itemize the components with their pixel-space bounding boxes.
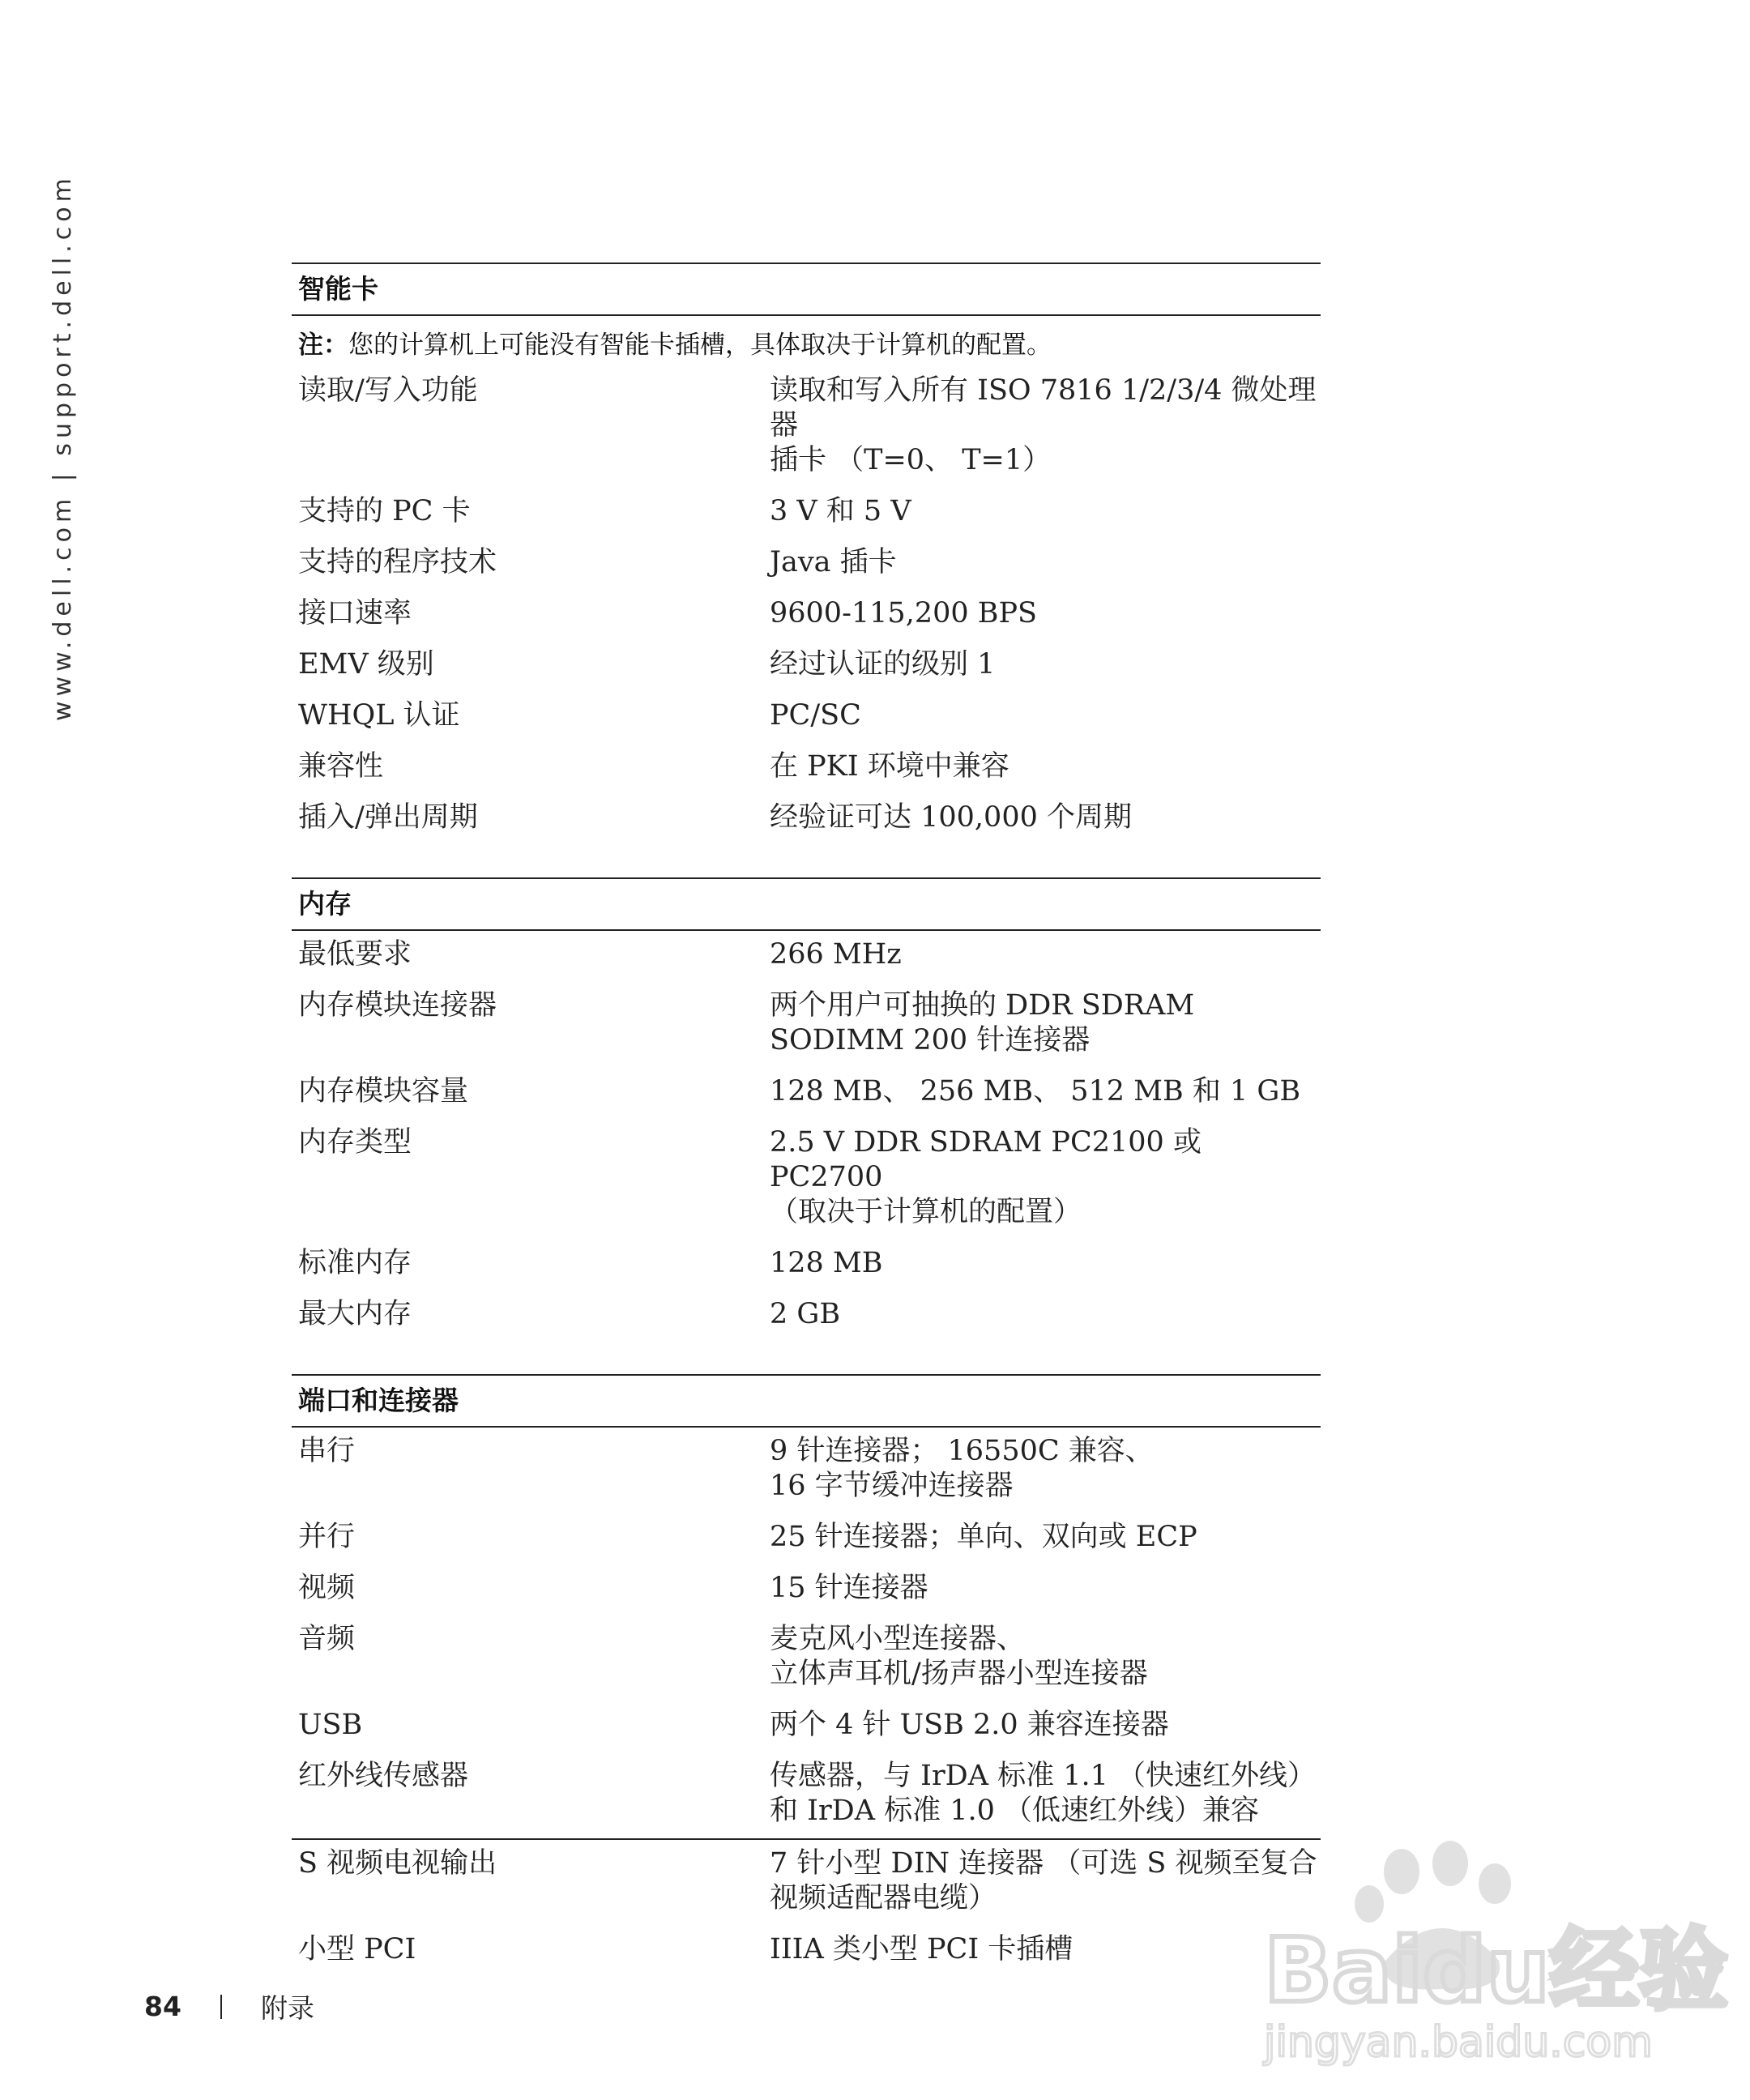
footer-label: 附录 <box>260 1992 314 2024</box>
spec-label: USB <box>298 1709 363 1741</box>
spec-value <box>770 937 1321 972</box>
spec-row <box>292 1119 1321 1240</box>
spec-row <box>292 1291 1321 1342</box>
spec-label: 最大内存 <box>298 1298 412 1330</box>
section-title: 内存 <box>292 877 1321 931</box>
spec-row <box>292 1752 1321 1838</box>
spec-value-line: 插卡 （T=0、 T=1） <box>770 444 1052 476</box>
page-number: 84 <box>144 1991 181 2022</box>
spec-row <box>292 1240 1321 1291</box>
spec-label: 支持的程序技术 <box>298 546 497 578</box>
section-title: 智能卡 <box>292 262 1321 316</box>
spec-value-line: 视频适配器电缆） <box>770 1882 997 1914</box>
footer-divider <box>220 1995 222 2019</box>
spec-label: 读取/写入功能 <box>298 374 478 407</box>
spec-value-line: 传感器，与 IrDA 标准 1.1 （快速红外线） <box>770 1760 1317 1792</box>
spec-label: 视频 <box>298 1572 356 1604</box>
spec-row <box>292 590 1321 641</box>
spec-label: 内存模块连接器 <box>298 989 497 1022</box>
spec-value-line: SODIMM 200 针连接器 <box>770 1024 1091 1056</box>
spec-label: S 视频电视输出 <box>298 1847 497 1880</box>
spec-value <box>770 988 1321 1058</box>
spec-label: 插入/弹出周期 <box>298 801 478 834</box>
spec-row <box>292 1926 1321 1977</box>
spec-row <box>292 1701 1321 1752</box>
spec-value <box>770 1434 1321 1504</box>
spec-value <box>770 800 1321 835</box>
spec-label: WHQL 认证 <box>298 699 460 732</box>
spec-row <box>292 794 1321 845</box>
spec-value-line: IIIA 类小型 PCI 卡插槽 <box>770 1933 1073 1966</box>
spec-value-line: 3 V 和 5 V <box>770 495 911 527</box>
spec-value <box>770 1297 1321 1332</box>
spec-row <box>292 1428 1321 1513</box>
spec-row <box>292 1513 1321 1564</box>
spec-label: 小型 PCI <box>298 1933 416 1966</box>
spec-label: 串行 <box>298 1435 356 1467</box>
spec-value-line: Java 插卡 <box>770 546 897 578</box>
spec-row <box>292 367 1321 488</box>
watermark-url: jingyan.baidu.com <box>1264 2018 1653 2067</box>
spec-label: 兼容性 <box>298 750 384 783</box>
spec-label: 红外线传感器 <box>298 1760 469 1792</box>
spec-value-line: 25 针连接器；单向、双向或 ECP <box>770 1521 1197 1553</box>
spec-value-line: 128 MB、 256 MB、 512 MB 和 1 GB <box>770 1075 1301 1108</box>
spec-value-line: 在 PKI 环境中兼容 <box>770 750 1009 783</box>
spec-row <box>292 1838 1321 1926</box>
spec-row <box>292 641 1321 692</box>
spec-row <box>292 1068 1321 1119</box>
spec-label: 音频 <box>298 1623 356 1655</box>
spec-value <box>770 647 1321 682</box>
spec-label: EMV 级别 <box>298 648 434 681</box>
spec-value <box>770 1846 1321 1916</box>
spec-value <box>770 1520 1321 1555</box>
spec-value-line: 两个 4 针 USB 2.0 兼容连接器 <box>770 1709 1169 1741</box>
spec-value <box>770 1932 1321 1967</box>
spec-value-line: 立体声耳机/扬声器小型连接器 <box>770 1658 1148 1690</box>
spec-label: 内存类型 <box>298 1126 412 1159</box>
spec-value-line: 两个用户可抽换的 DDR SDRAM <box>770 989 1195 1022</box>
section-memory <box>292 877 1321 1342</box>
section-ports <box>292 1374 1321 1977</box>
spec-value <box>770 494 1321 529</box>
spec-value-line: 经验证可达 100,000 个周期 <box>770 801 1132 834</box>
spec-value <box>770 1759 1321 1829</box>
spec-value-line: 麦克风小型连接器、 <box>770 1623 1026 1655</box>
spec-row <box>292 1616 1321 1701</box>
spec-value-line: 读取和写入所有 ISO 7816 1/2/3/4 微处理器 <box>770 374 1317 442</box>
spec-row <box>292 539 1321 590</box>
watermark-brand: Baidu经验 <box>1264 1919 1728 2022</box>
spec-value-line: 128 MB <box>770 1247 883 1279</box>
spec-label: 内存模块容量 <box>298 1075 469 1108</box>
spec-value-line: 2.5 V DDR SDRAM PC2100 或 PC2700 <box>770 1126 1202 1193</box>
spec-value <box>770 1622 1321 1692</box>
note-text: 您的计算机上可能没有智能卡插槽，具体取决于计算机的配置。 <box>348 331 1052 360</box>
spec-value <box>770 1074 1321 1109</box>
spec-label: 接口速率 <box>298 597 412 630</box>
spec-value <box>770 1708 1321 1743</box>
spec-row <box>292 743 1321 794</box>
spec-value-line: 15 针连接器 <box>770 1572 928 1604</box>
spec-value-line: 9600-115,200 BPS <box>770 597 1038 630</box>
spec-value-line: （取决于计算机的配置） <box>770 1196 1082 1228</box>
note-label: 注： <box>298 331 348 360</box>
spec-row <box>292 1564 1321 1616</box>
spec-label: 标准内存 <box>298 1247 412 1279</box>
spec-row <box>292 931 1321 982</box>
page-footer <box>144 1987 314 2025</box>
baidu-watermark-logo <box>1248 1839 1728 2067</box>
side-url: www.dell.com | support.dell.com <box>49 173 77 721</box>
spec-label: 并行 <box>298 1521 356 1553</box>
spec-row <box>292 692 1321 743</box>
spec-row <box>292 488 1321 539</box>
spec-value <box>770 1125 1321 1230</box>
spec-value-line: 7 针小型 DIN 连接器 （可选 S 视频至复合 <box>770 1847 1317 1880</box>
spec-value-line: PC/SC <box>770 699 861 732</box>
spec-value <box>770 596 1321 631</box>
spec-value <box>770 1571 1321 1606</box>
section-title: 端口和连接器 <box>292 1374 1321 1428</box>
spec-content <box>292 262 1321 2009</box>
spec-value <box>770 373 1321 478</box>
spec-label: 最低要求 <box>298 938 412 971</box>
spec-value <box>770 1246 1321 1281</box>
spec-value <box>770 749 1321 784</box>
spec-value-line: 9 针连接器； 16550C 兼容、 <box>770 1435 1154 1467</box>
section-smart-card <box>292 262 1321 845</box>
spec-value-line: 和 IrDA 标准 1.0 （低速红外线）兼容 <box>770 1795 1260 1827</box>
spec-label: 支持的 PC 卡 <box>298 495 471 527</box>
spec-value-line: 16 字节缓冲连接器 <box>770 1470 1014 1502</box>
spec-value <box>770 545 1321 580</box>
spec-value-line: 2 GB <box>770 1298 841 1330</box>
spec-row <box>292 982 1321 1068</box>
spec-value-line: 266 MHz <box>770 938 902 971</box>
note <box>292 316 1321 367</box>
spec-value-line: 经过认证的级别 1 <box>770 648 996 681</box>
spec-value <box>770 698 1321 733</box>
